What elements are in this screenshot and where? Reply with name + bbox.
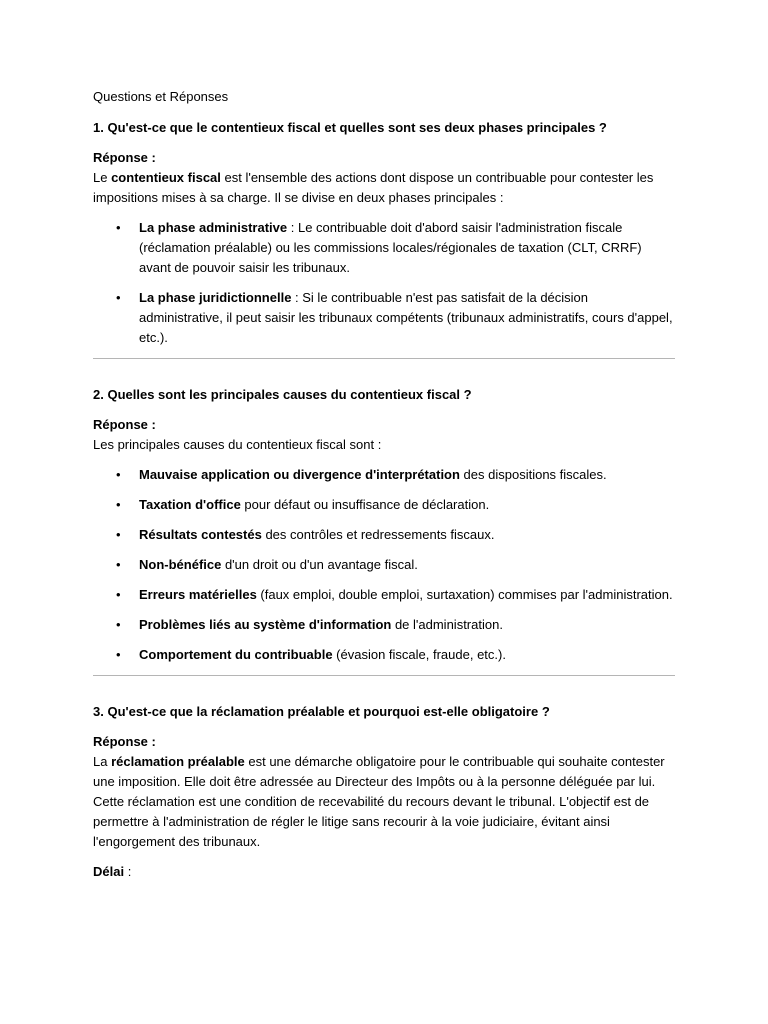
list-item [116,615,675,635]
answer-2-intro: Les principales causes du contentieux fiscal sont : [93,437,382,452]
list-item-text: (faux emploi, double emploi, surtaxation) commises par l'administration. [256,587,673,602]
document-title: Questions et Réponses [93,89,229,104]
section-divider [93,675,675,676]
list-item [116,465,675,485]
bullet-icon: • [116,587,121,602]
answer-3-intro-before: La [93,754,112,769]
qa-section-1 [93,118,675,348]
list-item-bold: La phase administrative [139,220,288,235]
list-item-text: de l'administration. [391,617,503,632]
bullet-icon: • [116,497,121,512]
list-item-bold: Résultats contestés [139,527,262,542]
list-item [116,525,675,545]
list-item-bold: Taxation d'office [139,497,241,512]
answer-3-intro-after: est une démarche obligatoire pour le contribuable qui souhaite contester une imposition. Elle doit être adressée au Directeur des Impôts ou à la personne déléguée par lui. Cette réclamation est une condition de recevabilité du recours devant le tribunal. L'objectif est de permettre à l'administration de régler le litige sans recourir à la voie judiciaire, évitant ainsi l'engorgement des tribunaux. [93,754,665,849]
list-item-text: des dispositions fiscales. [459,467,607,482]
list-item-text: d'un droit ou d'un avantage fiscal. [221,557,418,572]
list-item-bold: Non-bénéfice [139,557,222,572]
answer-1-bullet-list [93,218,675,348]
qa-section-2 [93,385,675,665]
list-item-bold: Comportement du contribuable [139,647,333,662]
question-1: 1. Qu'est-ce que le contentieux fiscal et quelles sont ses deux phases principales ? [93,120,607,135]
list-item [116,288,675,348]
bullet-icon: • [116,617,121,632]
list-item [116,585,675,605]
answer-label-2: Réponse : [93,417,156,432]
list-item-text: : Si le contribuable n'est pas satisfait de la décision administrative, il peut saisir les tribunaux compétents (tribunaux administratifs, cours d'appel, etc.). [139,290,673,345]
delay-heading [93,862,675,882]
list-item-bold: La phase juridictionnelle [139,290,292,305]
delay-label: Délai [93,864,125,879]
list-item-text: des contrôles et redressements fiscaux. [261,527,495,542]
delay-suffix: : [124,864,132,879]
answer-3-intro-bold: réclamation préalable [111,754,245,769]
section-divider [93,358,675,359]
answer-2-bullet-list [93,465,675,665]
question-2: 2. Quelles sont les principales causes du contentieux fiscal ? [93,387,472,402]
list-item [116,218,675,278]
bullet-icon: • [116,647,121,662]
list-item-text: pour défaut ou insuffisance de déclaration. [240,497,490,512]
document-page [93,87,675,892]
list-item [116,645,675,665]
answer-label-3: Réponse : [93,734,156,749]
answer-label-1: Réponse : [93,150,156,165]
list-item-text: (évasion fiscale, fraude, etc.). [332,647,506,662]
list-item-bold: Erreurs matérielles [139,587,257,602]
answer-1-intro [93,168,675,208]
answer-1-intro-bold: contentieux fiscal [111,170,221,185]
qa-section-3 [93,702,675,882]
list-item-bold: Mauvaise application ou divergence d'interprétation [139,467,460,482]
question-3: 3. Qu'est-ce que la réclamation préalable et pourquoi est-elle obligatoire ? [93,704,550,719]
bullet-icon: • [116,220,121,235]
answer-3-intro [93,752,675,852]
answer-1-intro-before: Le [93,170,112,185]
list-item-text: : Le contribuable doit d'abord saisir l'administration fiscale (réclamation préalable) ou les commissions locales/régionales de taxation (CLT, CRRF) avant de pouvoir saisir les tribunaux. [139,220,642,275]
bullet-icon: • [116,467,121,482]
bullet-icon: • [116,290,121,305]
bullet-icon: • [116,557,121,572]
answer-1-intro-after: est l'ensemble des actions dont dispose un contribuable pour contester les impositions mises à sa charge. Il se divise en deux phases principales : [93,170,654,205]
list-item [116,495,675,515]
list-item [116,555,675,575]
bullet-icon: • [116,527,121,542]
list-item-bold: Problèmes liés au système d'information [139,617,392,632]
